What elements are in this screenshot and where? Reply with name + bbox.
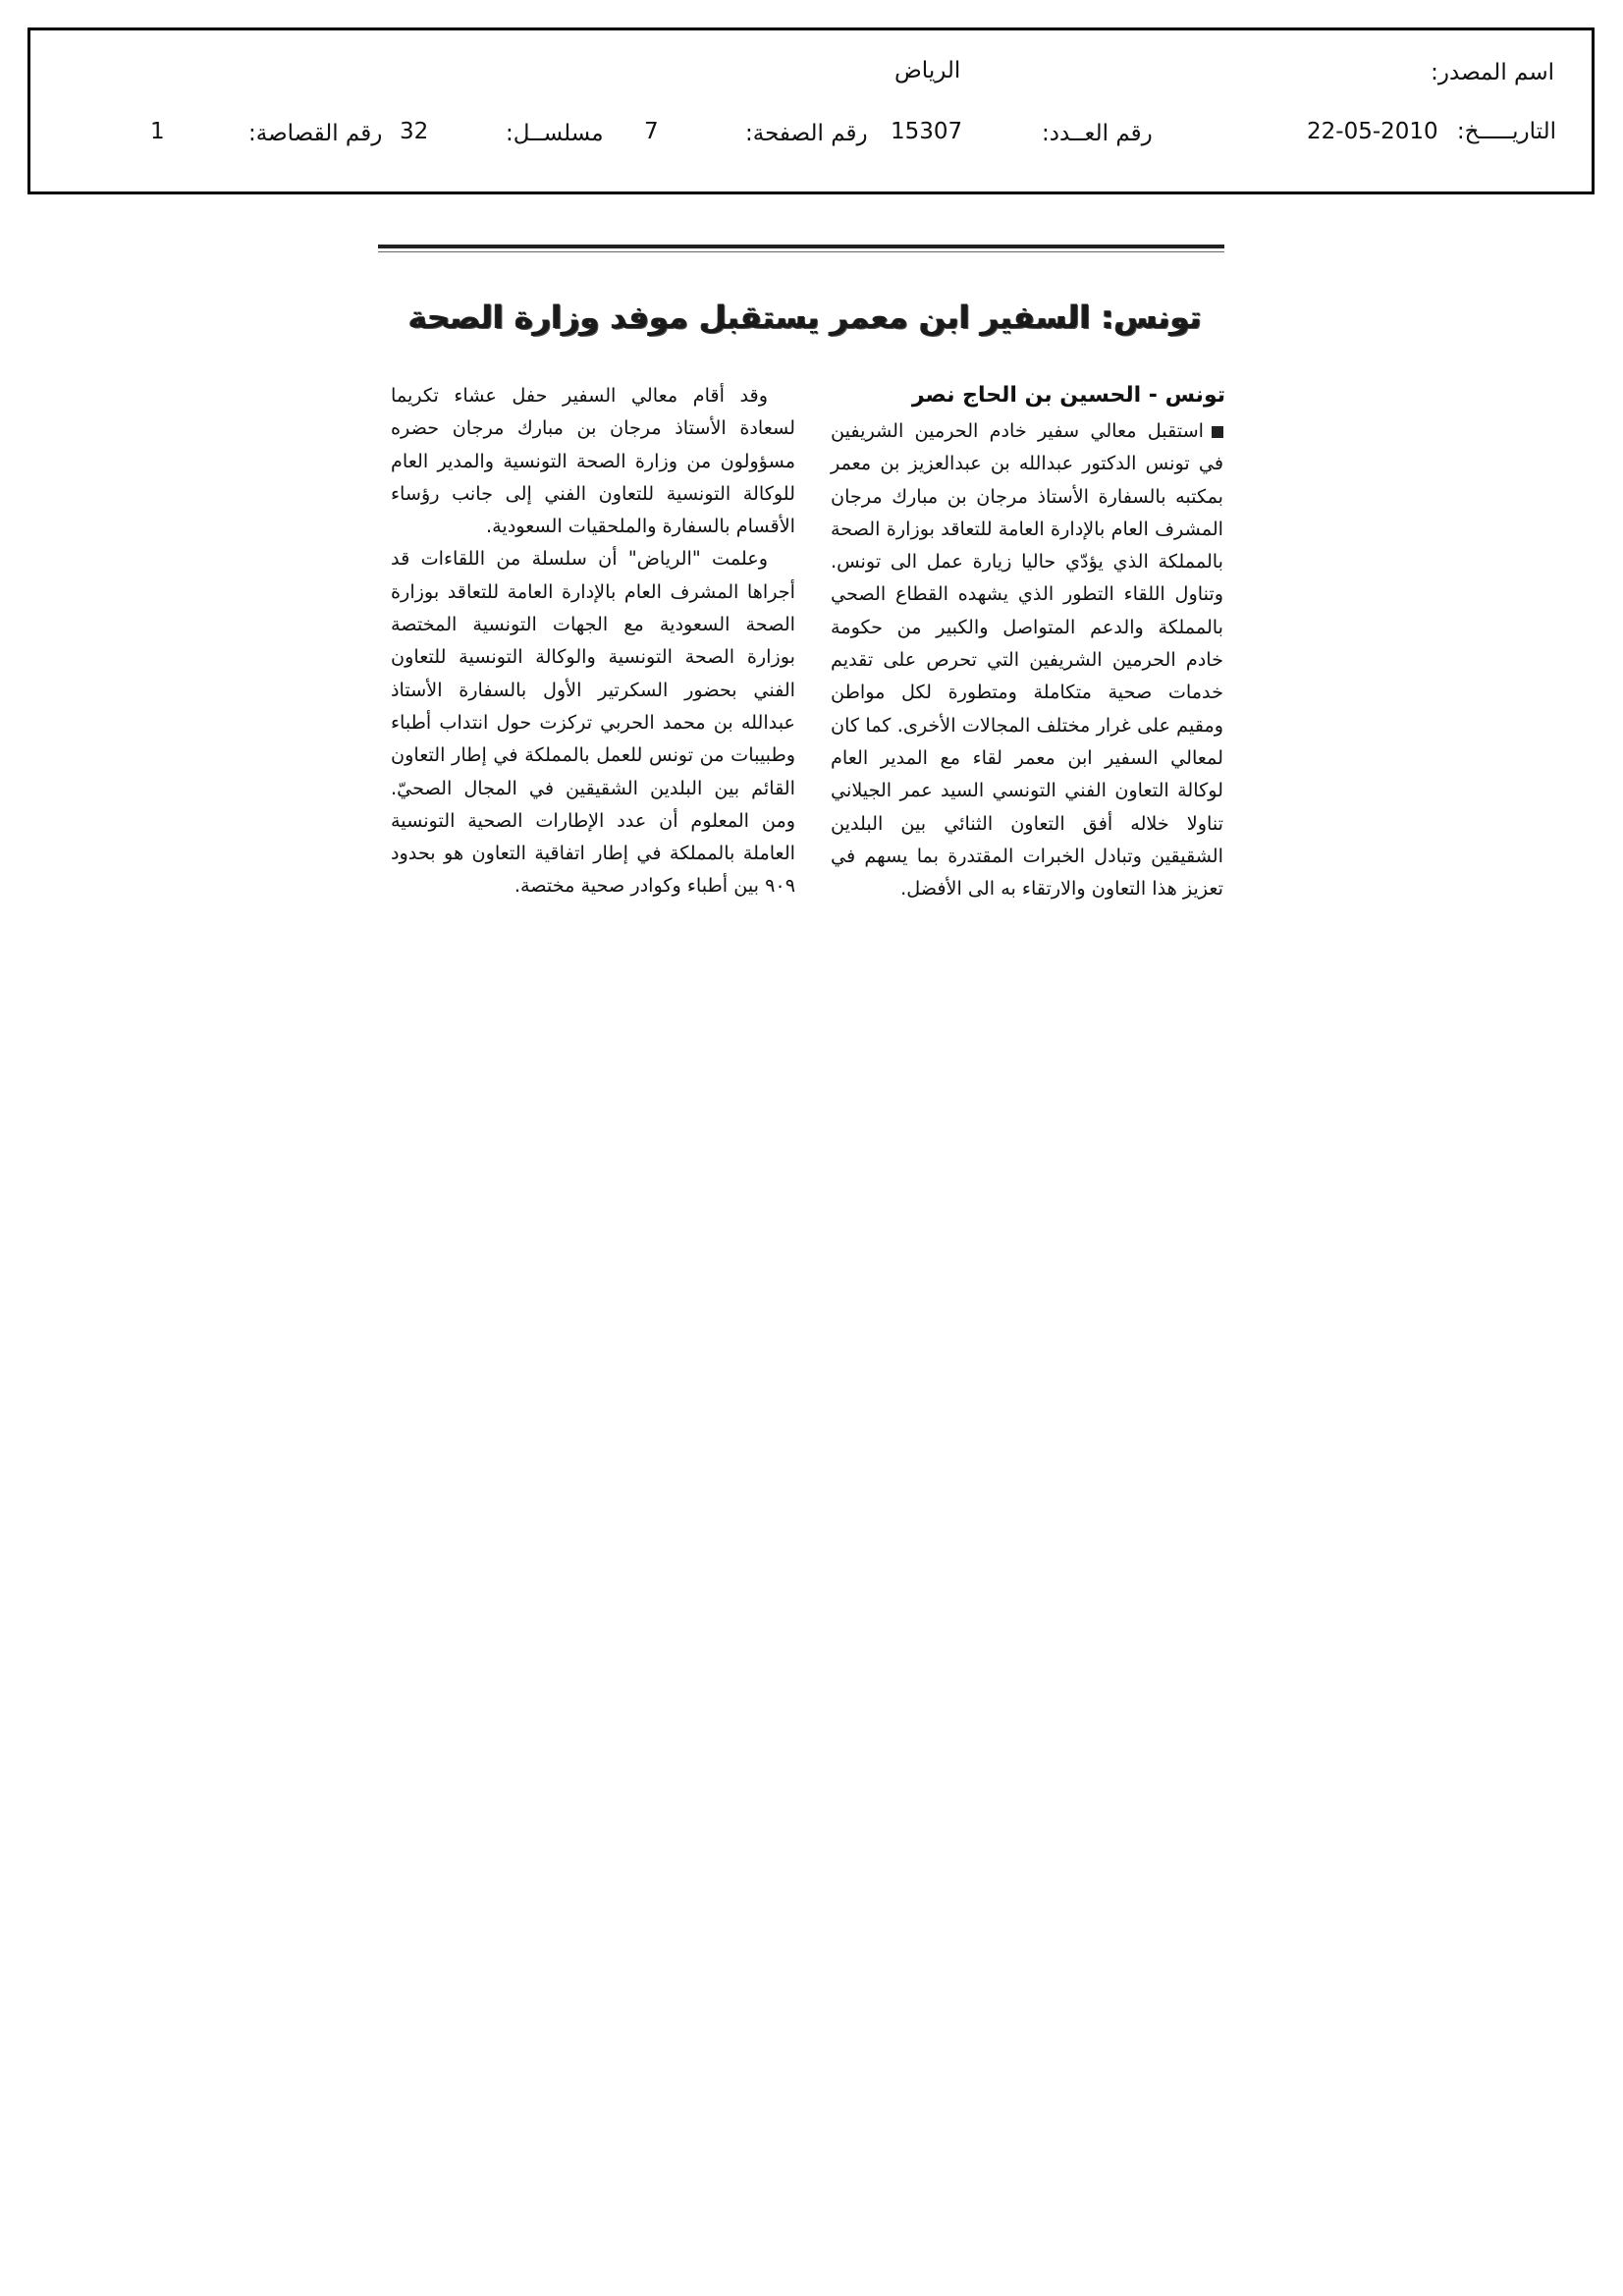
paragraph-right-1-text: استقبل معالي سفير خادم الحرمين الشريفين في تونس الدكتور عبدالله بن عبدالعزيز بن معمر بمكتبه بالسفارة الأستاذ مرجان بن مبارك مرجان المشرف العام بالإدارة العامة للتعاقد بوزارة الصحة بالمملكة الذي يؤدّي حاليا زيارة عمل الى تونس. وتناول اللقاء التطور الذي يشهده القطاع الصحي بالمملكة والدعم المتواصل والكبير من حكومة خادم الحرمين الشريفين التي تحرص على تقديم خدمات صحية متكاملة ومتطورة لكل مواطن ومقيم على غرار مختلف المجالات الأخرى. كما كان لمعالي السفير ابن معمر لقاء مع المدير العام لوكالة التعاون الفني التونسي السيد عمر الجيلاني تناولا خلاله أفق التعاون الثنائي بين البلدين الشقيقين وتبادل الخبرات المقتدرة بما يسهم في تعزيز هذا التعاون والارتقاء به الى الأفضل.	[831, 419, 1223, 901]
square-bullet-icon	[1212, 426, 1223, 438]
article-headline: تونس: السفير ابن معمر يستقبل موفد وزارة الصحة	[408, 299, 1202, 336]
paragraph-left-2-text: وعلمت "الرياض" أن سلسلة من اللقاءات قد أجراها المشرف العام بالإدارة العامة للتعاقد بوزارة الصحة السعودية مع الجهات التونسية المختصة بوزارة الصحة التونسية والوكالة التونسية للتعاون الفني بحضور السكرتير الأول بالسفارة الأستاذ عبدالله بن محمد الحربي تركزت حول انتداب أطباء وطبيبات من تونس للعمل بالمملكة في إطار التعاون القائم بين البلدين الشقيقين في المجال الصحيّ. ومن المعلوم أن عدد الإطارات الصحية التونسية العاملة بالمملكة في إطار اتفاقية التعاون هو بحدود ٩٠٩ بين أطباء وكوادر صحية مختصة.	[391, 547, 795, 898]
article-column-right	[831, 414, 1223, 904]
article-byline: تونس - الحسين بن الحاج نصر	[911, 383, 1225, 408]
paragraph-left-1	[391, 379, 795, 542]
clip-label: رقم القصاصة:	[248, 121, 383, 146]
headline-top-rule	[378, 245, 1224, 248]
article-column-left	[391, 379, 795, 902]
issue-label: رقم العــدد:	[1042, 121, 1153, 146]
serial-value: 32	[400, 119, 429, 144]
source-value: الرياض	[894, 58, 961, 83]
source-label: اسم المصدر:	[1431, 60, 1554, 85]
headline-thin-rule	[378, 251, 1224, 252]
serial-label: مسلســل:	[506, 121, 604, 146]
paragraph-left-1-text: وقد أقام معالي السفير حفل عشاء تكريما لسعادة الأستاذ مرجان بن مبارك مرجان حضره مسؤولون من وزارة الصحة التونسية والمدير العام للوكالة التونسية للتعاون الفني إلى جانب رؤساء الأقسام بالسفارة والملحقيات السعودية.	[391, 384, 795, 538]
page-value: 7	[644, 119, 659, 144]
page-label: رقم الصفحة:	[745, 121, 868, 146]
paragraph-left-2	[391, 542, 795, 902]
issue-value: 15307	[891, 119, 963, 144]
paragraph-right-1	[831, 414, 1223, 904]
date-value: 22-05-2010	[1307, 119, 1438, 144]
date-label: التاريـــــخ:	[1456, 119, 1556, 144]
clipping-header-box	[27, 27, 1595, 194]
clip-value: 1	[150, 119, 165, 144]
